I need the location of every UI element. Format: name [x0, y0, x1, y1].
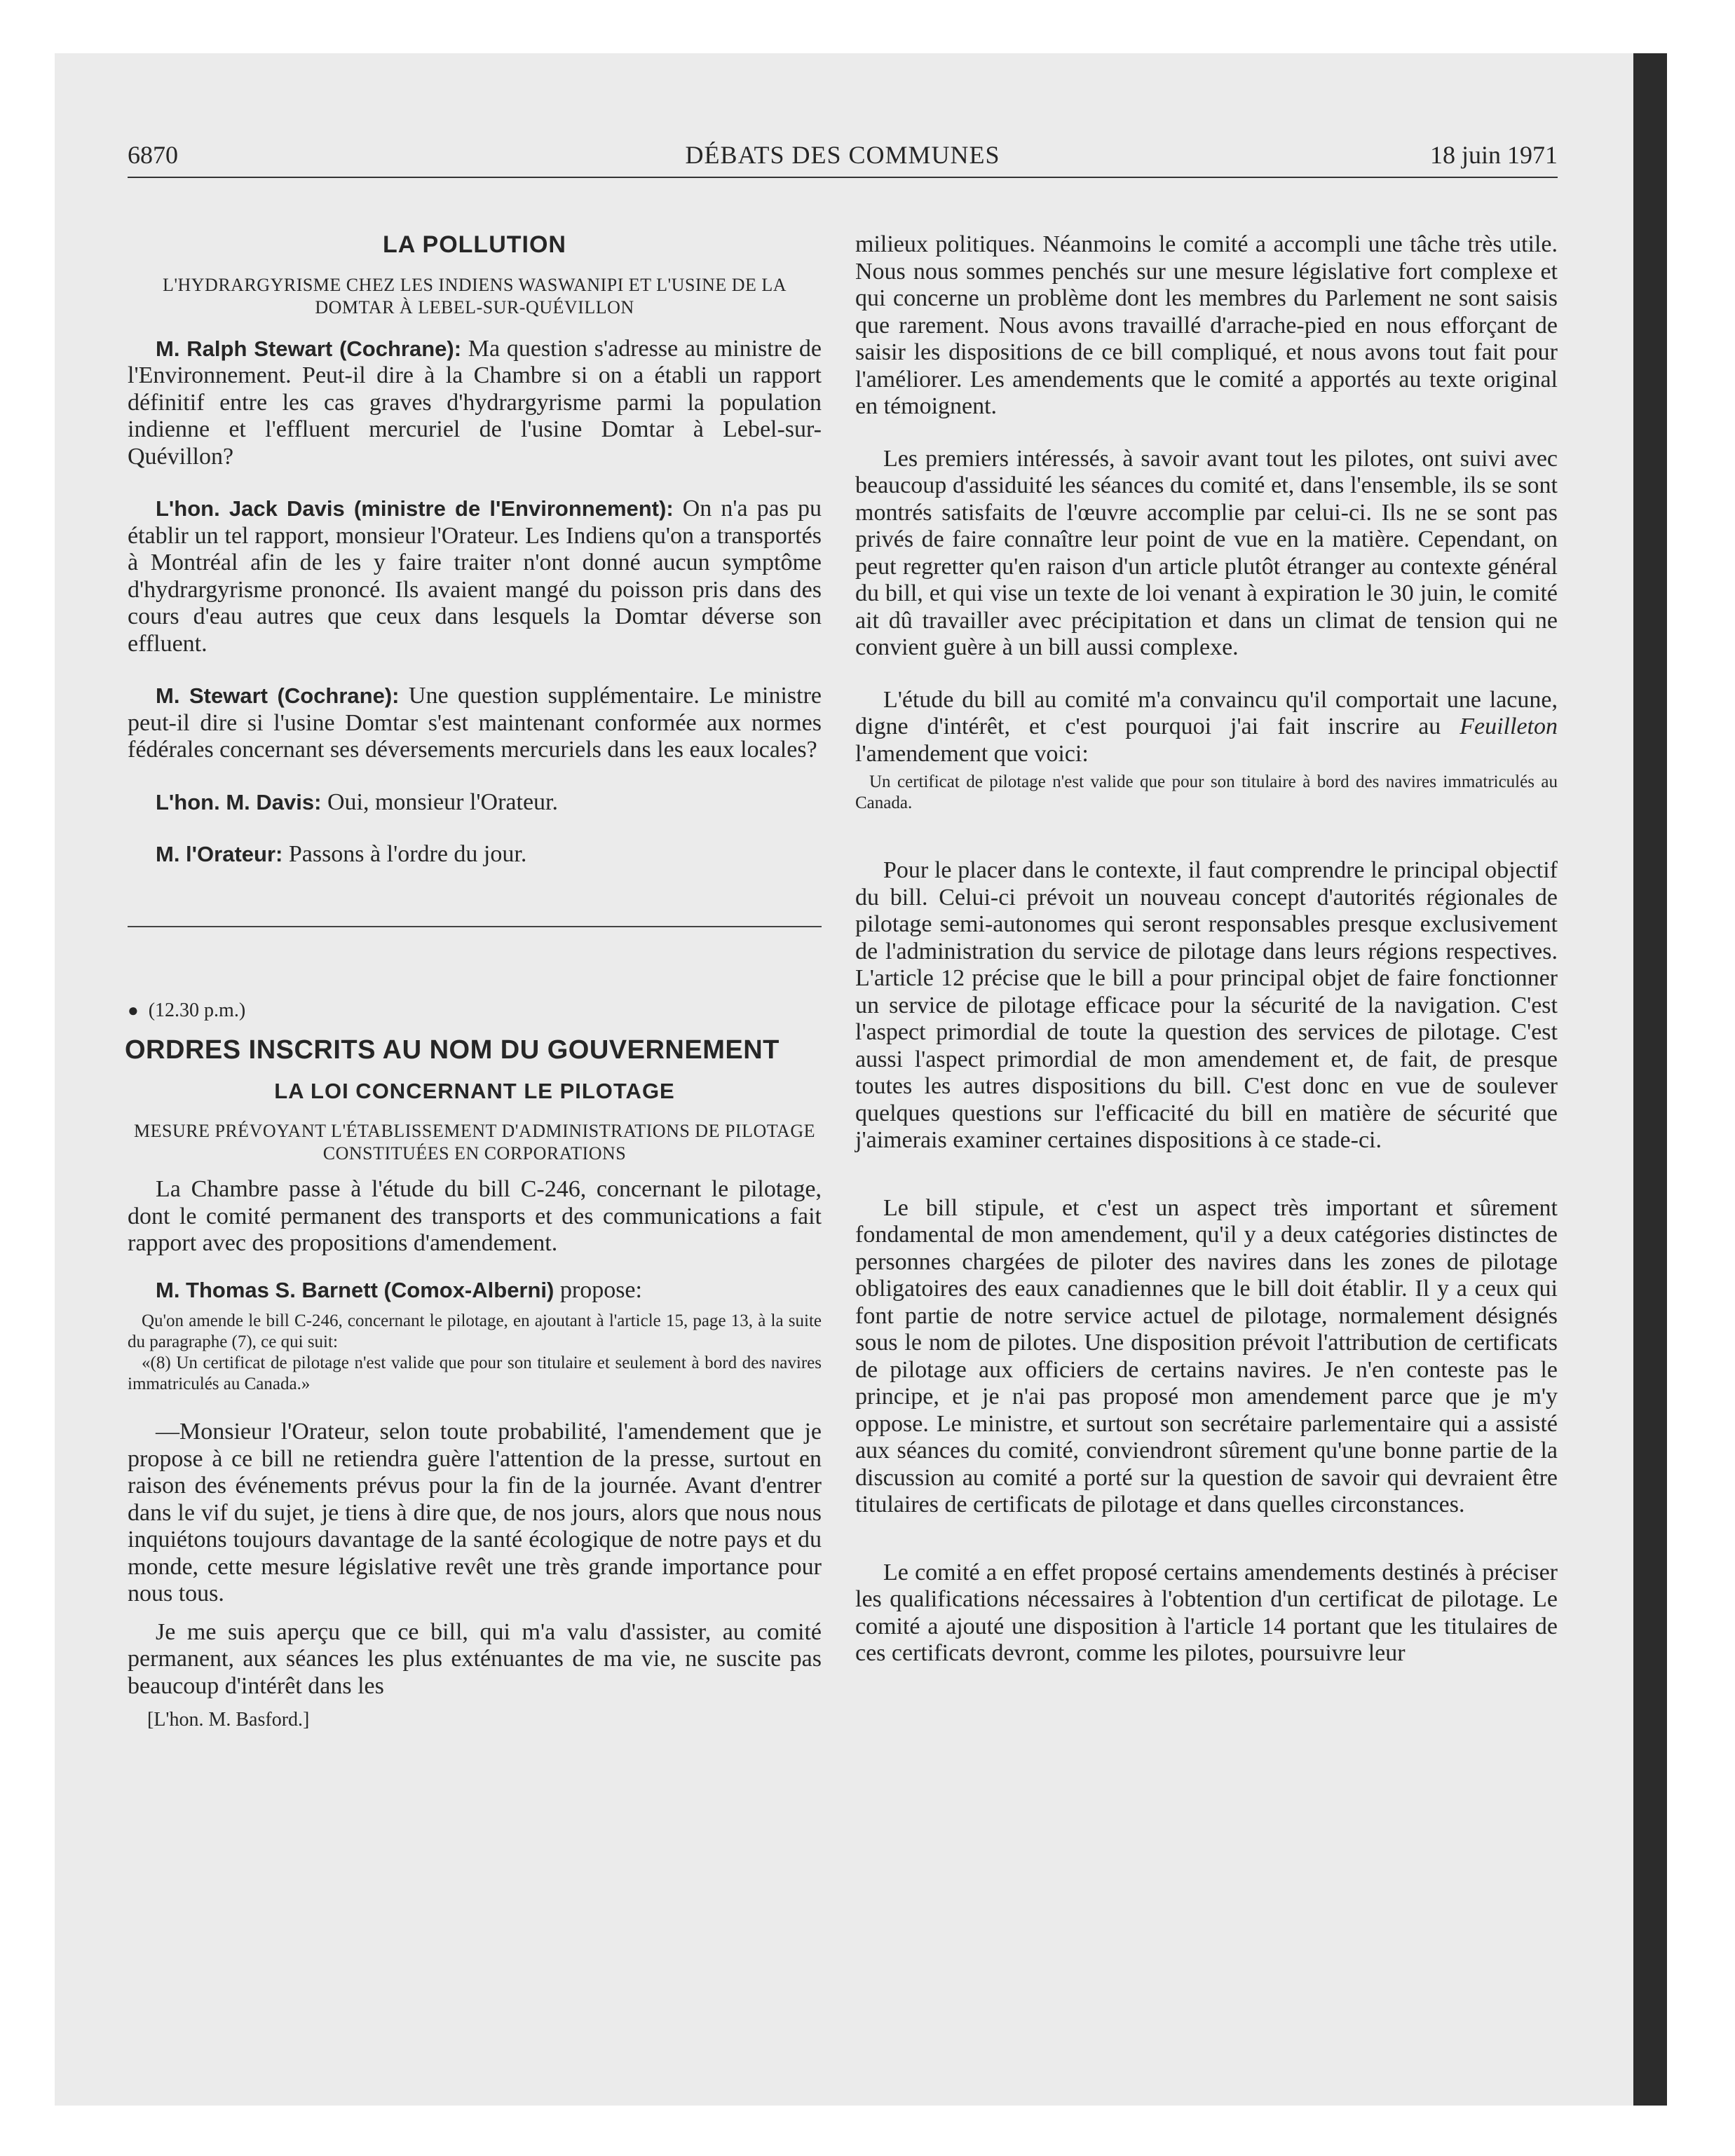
quote-line: Qu'on amende le bill C-246, concernant le pilotage, en ajoutant à l'article 15, page 13, à la suite du paragraphe (7), ce qui suit:: [128, 1311, 822, 1351]
italic-text: Feuilleton: [1460, 714, 1558, 739]
time-marker-text: (12.30 p.m.): [148, 999, 246, 1021]
footer-reference: [L'hon. M. Basford.]: [147, 1709, 310, 1731]
paragraph: [128, 789, 822, 817]
publication-title: DÉBATS DES COMMUNES: [685, 141, 1000, 169]
time-marker: [128, 997, 822, 1025]
paragraph-text: propose:: [559, 1276, 642, 1303]
binding-edge: [1633, 53, 1667, 2106]
paragraph: milieux politiques. Néanmoins le comité a accompli une tâche très utile. Nous nous sommes penchés sur une mesure législative fort complexe et qui concerne un problème dont les membres du Parlement ne sont saisis que rarement. Nous avons travaillé d'arrache-pied en nous efforçant de saisir les dispositions de ce bill compliqué, et nous avons tout fait pour l'améliorer. Les amendements que le comité a apportés au texte original en témoignent.: [855, 231, 1558, 419]
paragraph: La Chambre passe à l'étude du bill C-246, concernant le pilotage, dont le comité permanent des transports et des communications a fait rapport avec des propositions d'amendement.: [128, 1176, 822, 1256]
section-caps-pilotage: MESURE PRÉVOYANT L'ÉTABLISSEMENT D'ADMINISTRATIONS DE PILOTAGE CONSTITUÉES EN CORPORATIONS: [134, 1121, 815, 1164]
speaker-name: L'hon. Jack Davis (ministre de l'Environnement):: [156, 496, 674, 521]
paragraph: [128, 1277, 822, 1304]
paragraph: —Monsieur l'Orateur, selon toute probabilité, l'amendement que je propose à ce bill ne retiendra guère l'attention de la presse, surtout en raison des événements prévus pour la fin de la journée. Avant d'entrer dans le vif du sujet, je tiens à dire que, de nos jours, alors que nous nous inquiétons toujours davantage de la santé écologique de notre pays et du monde, cette mesure législative revêt une très grande importance pour nous tous.: [128, 1419, 822, 1606]
paragraph: [128, 336, 822, 471]
section-subtitle-pilotage: LA LOI CONCERNANT LE PILOTAGE: [274, 1078, 675, 1103]
page-number: 6870: [128, 141, 178, 169]
paragraph-text: Une question supplémentaire. Le ministre peut-il dire si l'usine Domtar s'est maintenant conformée aux normes fédérales concernant ses déversements mercuriels dans les eaux locales?: [128, 683, 822, 763]
amendment-quote: [128, 1311, 822, 1395]
paragraph: [128, 496, 822, 657]
paragraph-text: Passons à l'ordre du jour.: [288, 841, 527, 867]
page-header: [128, 137, 1558, 178]
paragraph: [128, 841, 822, 868]
paragraph: Je me suis aperçu que ce bill, qui m'a valu d'assister, au comité permanent, aux séances les plus exténuantes de ma vie, ne suscite pas beaucoup d'intérêt dans les: [128, 1618, 822, 1699]
paragraph: [855, 687, 1558, 768]
paragraph-text: l'amendement que voici:: [855, 740, 1089, 767]
section-title-pollution: LA POLLUTION: [383, 231, 566, 258]
right-column: [855, 231, 1558, 1667]
paragraph: Le comité a en effet proposé certains amendements destinés à préciser les qualifications nécessaires à l'obtention d'un certificat de pilotage. Le comité a ajouté une disposition à l'article 14 portant que les titulaires de ces certificats devront, comme les pilotes, poursuivre leur: [855, 1559, 1558, 1666]
speaker-name: L'hon. M. Davis:: [156, 789, 322, 814]
left-column: [125, 231, 822, 1734]
speaker-name: M. l'Orateur:: [156, 842, 283, 866]
paragraph-text: L'étude du bill au comité m'a convaincu qu'il comportait une lacune, digne d'intérêt, et c'est pourquoi j'ai fait inscrire au: [855, 686, 1558, 739]
speaker-name: M. Stewart (Cochrane):: [156, 683, 400, 708]
quote-line: «(8) Un certificat de pilotage n'est valide que pour son titulaire et seulement à bord des navires immatriculés au Canada.»: [128, 1353, 822, 1393]
section-divider: [128, 926, 822, 927]
paragraph: Les premiers intéressés, à savoir avant tout les pilotes, ont suivi avec beaucoup d'assiduité les séances du comité et, dans l'ensemble, ils se sont montrés satisfaits de l'œuvre accomplie par celui-ci. Ils ne se sont pas privés de faire connaître leur point de vue en la matière. Cependant, on peut regretter qu'en raison d'un article plutôt étranger au contexte général du bill, et qui vise un texte de loi venant à expiration le 30 juin, le comité ait dû travailler avec précipitation et dans un climat de tension qui ne convient guère à un bill aussi complexe.: [855, 445, 1558, 660]
amendment-quote: Un certificat de pilotage n'est valide que pour son titulaire à bord des navires immatriculés au Canada.: [855, 772, 1558, 812]
speaker-name: M. Ralph Stewart (Cochrane):: [156, 336, 462, 361]
paragraph: [128, 683, 822, 764]
paragraph-text: Oui, monsieur l'Orateur.: [327, 789, 558, 815]
speaker-name: M. Thomas S. Barnett (Comox-Alberni): [156, 1277, 554, 1302]
section-subtitle-pollution: L'HYDRARGYRISME CHEZ LES INDIENS WASWANIPI ET L'USINE DE LA DOMTAR À LEBEL-SUR-QUÉVILLON: [162, 274, 787, 318]
paragraph-text: On n'a pas pu établir un tel rapport, monsieur l'Orateur. Les Indiens qu'on a transportés à Montréal afin de les y faire traiter n'ont donné aucun symptôme d'hydrargyrisme prononcé. Ils avaient mangé du poisson pris dans des cours d'eau autres que ceux dans lesquels la Domtar déverse son effluent.: [128, 496, 822, 657]
paragraph: Pour le placer dans le contexte, il faut comprendre le principal objectif du bill. Celui-ci prévoit un nouveau concept d'autorités régionales de pilotage semi-autonomes qui seront responsables presque exclusivement de l'administration du service de pilotage dans leurs régions respectives. L'article 12 précise que le bill a pour principal objet de faire fonctionner un service de pilotage efficace pour la sécurité de la navigation. C'est l'aspect primordial de toute la question des services de pilotage. C'est aussi l'aspect primordial de mon amendement et, de fait, de presque toutes les autres dispositions du bill. C'est donc en vue de soulever quelques questions sur l'efficacité du bill en matière de sécurité que j'aimerais examiner certaines dispositions à ce stade-ci.: [855, 857, 1558, 1153]
section-title-government-orders: ORDRES INSCRITS AU NOM DU GOUVERNEMENT: [125, 1035, 780, 1065]
paragraph-text: Ma question s'adresse au ministre de l'Environnement. Peut-il dire à la Chambre si on a établi un rapport définitif entre les cas graves d'hydrargyrisme parmi la population indienne et l'effluent mercuriel de l'usine Domtar à Lebel-sur-Quévillon?: [128, 335, 822, 470]
publication-date: 18 juin 1971: [1429, 141, 1558, 169]
paragraph: Le bill stipule, et c'est un aspect très important et sûrement fondamental de mon amendement, qu'il y a deux catégories distinctes de personnes chargées de piloter des navires dans les zones de pilotage obligatoires des eaux canadiennes que le bill doit établir. Il y a ceux qui font partie de notre service actuel de pilotage, normalement désignés sous le nom de pilotes. Une disposition prévoit l'attribution de certificats de pilotage aux officiers de certains navires. Je n'en conteste pas le principe, et je n'ai pas proposé mon amendement parce que je m'y oppose. Le ministre, et surtout son secrétaire parlementaire qui a assisté aux séances du comité, conviendront sûrement qu'une bonne partie de la discussion au comité a porté sur la question de savoir qui devraient être titulaires de certificats de pilotage et dans quelles circonstances.: [855, 1194, 1558, 1517]
bullet-icon: ●: [128, 999, 139, 1021]
